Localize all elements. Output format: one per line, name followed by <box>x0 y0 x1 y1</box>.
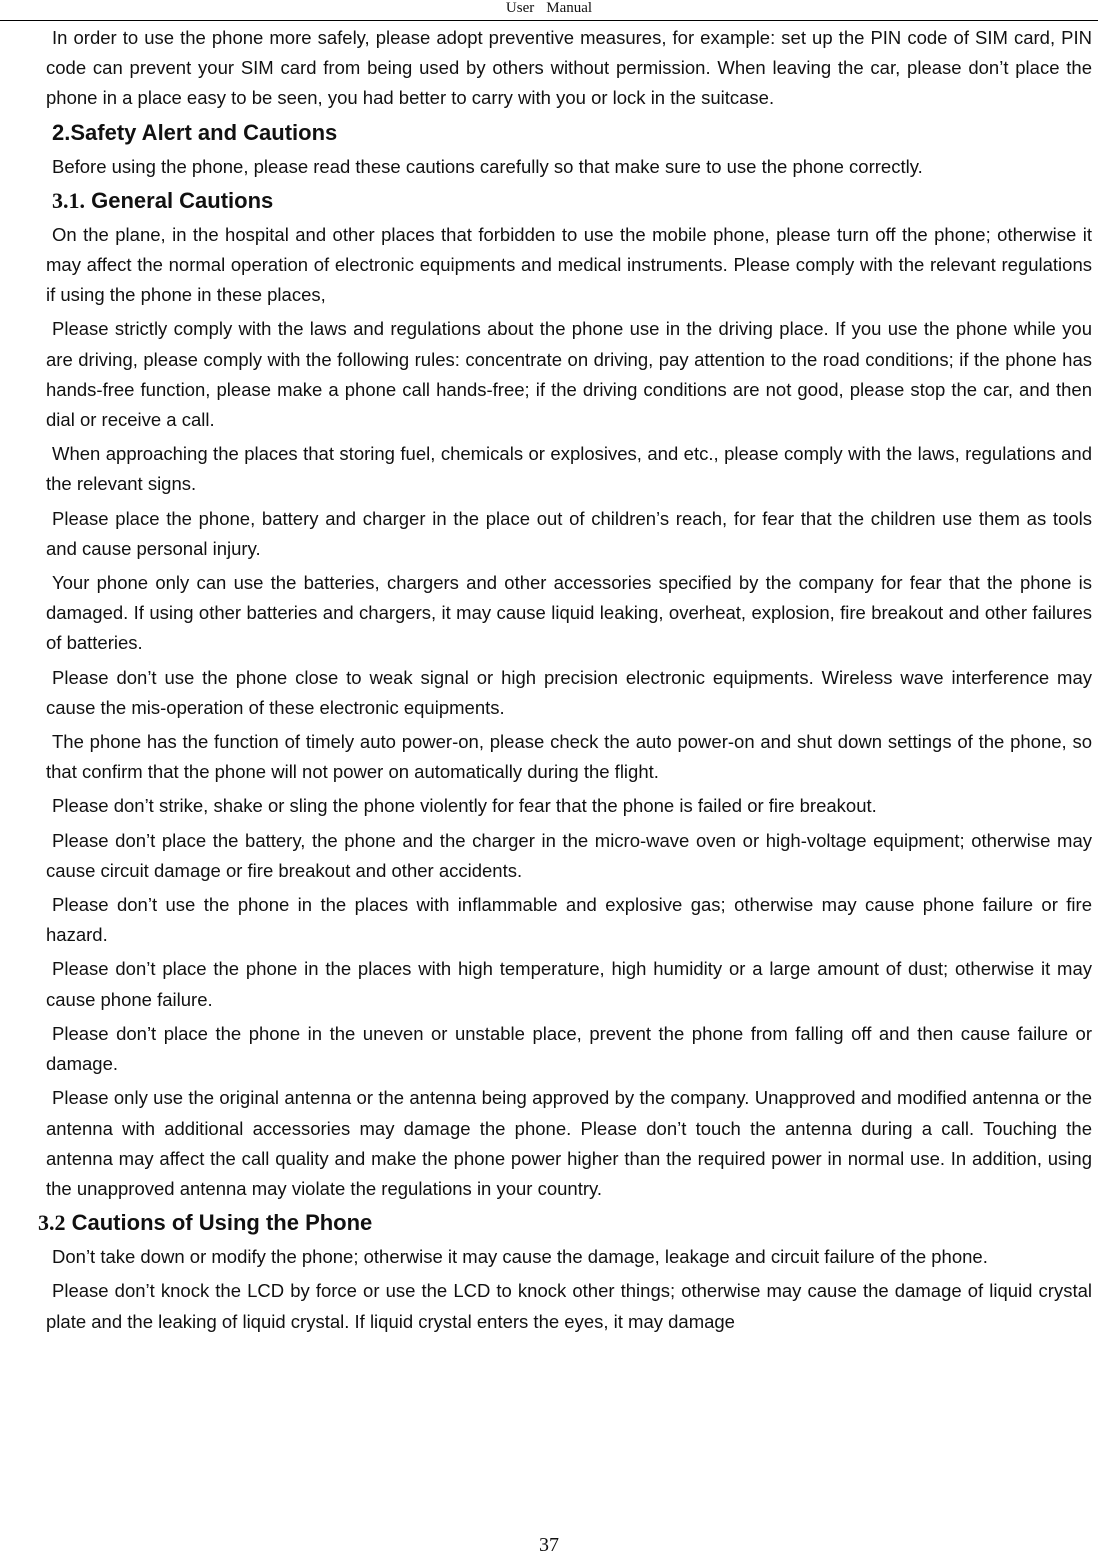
section-2-paragraph: Before using the phone, please read these cautions carefully so that make sure to use the phone correctly. <box>52 155 923 177</box>
caution-paragraph: Please strictly comply with the laws and regulations about the phone use in the driving place. If you use the phone while you are driving, please comply with the following rules: concentrate on driving, pay attention to the road conditions; if the phone has hands-free function, please make a phone call hands-free; if the driving conditions are not good, please stop the car, and then dial or receive a call. <box>46 318 1092 431</box>
caution-paragraph: Please don’t use the phone in the places with inflammable and explosive gas; otherwise may cause phone failure or fire hazard. <box>46 894 1092 946</box>
caution-paragraph: Please don’t place the phone in the uneven or unstable place, prevent the phone from falling off and then cause failure or damage. <box>46 1022 1092 1075</box>
section-3-2-number: 3.2 <box>38 1210 66 1236</box>
section-3-2-heading <box>38 1208 1092 1238</box>
caution-paragraph: Please only use the original antenna or the antenna being approved by the company. Unapproved and modified antenna or the antenna with additional accessories may damage the phone. Please don’t touch the antenna during a call. Touching the antenna may affect the call quality and make the phone power higher than the required power in normal use. In addition, using the unapproved antenna may violate the regulations in your country. <box>46 1087 1092 1199</box>
header-right-text: Manual <box>546 0 593 16</box>
header-left-text: User <box>505 0 535 16</box>
caution-paragraph: Please place the phone, battery and charger in the place out of children’s reach, for fear that the children use them as tools and cause personal injury. <box>46 507 1092 559</box>
page-content <box>38 23 1092 1341</box>
caution-paragraph: Your phone only can use the batteries, chargers and other accessories specified by the company for fear that the phone is damaged. If using other batteries and chargers, it may cause liquid leaking, overheat, explosion, fire breakout and other failures of batteries. <box>46 572 1092 654</box>
caution-paragraph: The phone has the function of timely auto power-on, please check the auto power-on and shut down settings of the phone, so that confirm that the phone will not power on automatically during the flight. <box>46 731 1092 783</box>
page-number: 37 <box>539 1534 559 1556</box>
section-2-heading: 2.Safety Alert and Cautions <box>52 119 338 145</box>
page-header <box>0 0 1098 21</box>
section-3-1-title: General Cautions <box>91 187 274 213</box>
phone-use-paragraph: Don’t take down or modify the phone; otherwise it may cause the damage, leakage and circuit failure of the phone. <box>52 1246 988 1268</box>
caution-paragraph: Please don’t place the phone in the places with high temperature, high humidity or a large amount of dust; otherwise it may cause phone failure. <box>46 958 1092 1010</box>
intro-paragraph: In order to use the phone more safely, please adopt preventive measures, for example: set up the PIN code of SIM card, PIN code can prevent your SIM card from being used by others without permission. When leaving the car, please don’t place the phone in a place easy to be seen, you had better to carry with you or lock in the suitcase. <box>46 27 1092 109</box>
section-3-1-heading <box>46 186 1092 216</box>
section-3-2-title: Cautions of Using the Phone <box>71 1210 373 1236</box>
section-3-1-number: 3.1. <box>52 187 85 213</box>
caution-paragraph: When approaching the places that storing fuel, chemicals or explosives, and etc., please comply with the laws, regulations and the relevant signs. <box>46 443 1092 495</box>
caution-paragraph: Please don’t use the phone close to weak signal or high precision electronic equipments. Wireless wave interference may cause the mis-operation of these electronic equipments. <box>46 666 1092 718</box>
phone-use-paragraph: Please don’t knock the LCD by force or use the LCD to knock other things; otherwise may cause the damage of liquid crystal plate and the leaking of liquid crystal. If liquid crystal enters the eyes, it may damage <box>46 1280 1092 1332</box>
caution-paragraph: Please don’t place the battery, the phone and the charger in the micro-wave oven or high-voltage equipment; otherwise may cause circuit damage or fire breakout and other accidents. <box>46 829 1092 881</box>
caution-paragraph: On the plane, in the hospital and other places that forbidden to use the mobile phone, please turn off the phone; otherwise it may affect the normal operation of electronic equipments and medical instruments. Please comply with the relevant regulations if using the phone in these places, <box>46 223 1092 306</box>
caution-paragraph: Please don’t strike, shake or sling the phone violently for fear that the phone is failed or fire breakout. <box>52 795 877 817</box>
